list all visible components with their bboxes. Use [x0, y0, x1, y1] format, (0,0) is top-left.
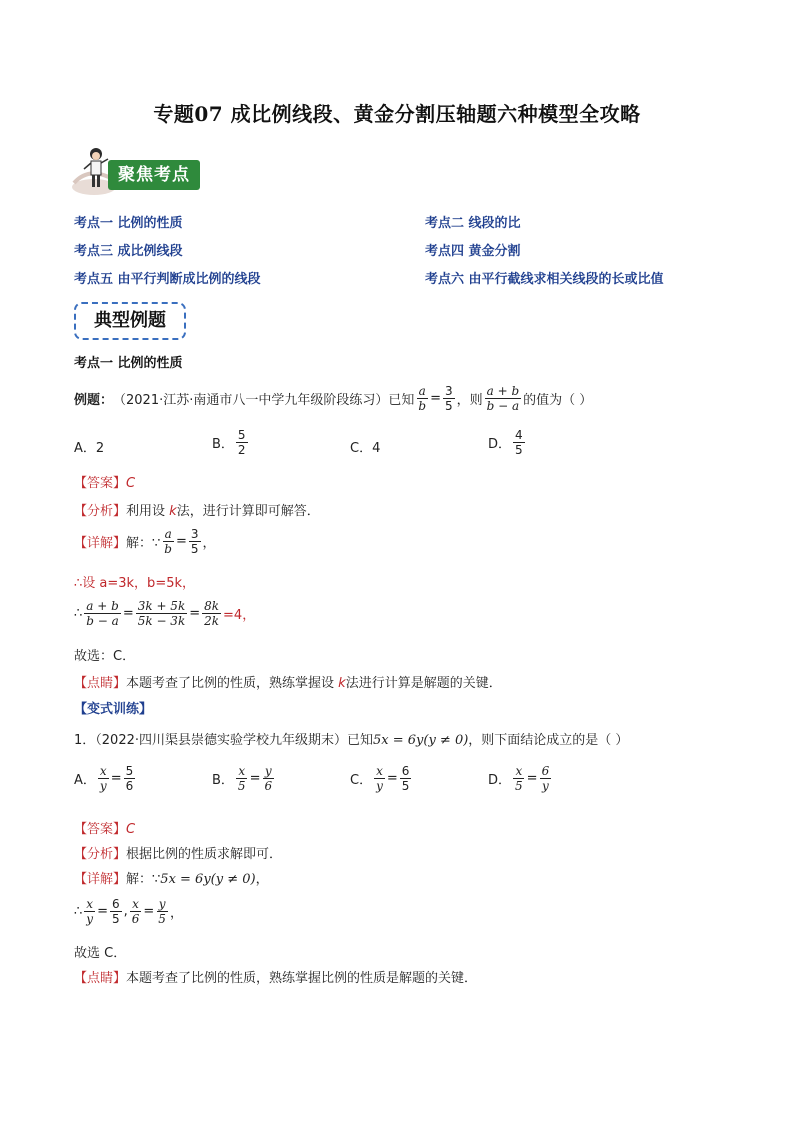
variant-therefore-line: ∴ $\frac{x}{y}$ = $\frac{6}{5}$ , $\frac{x}{6}$ = $\frac{y}{5}$ ， — [74, 897, 183, 926]
variant-question: 1．（2022·四川渠县崇德实验学校九年级期末）已知5x = 6y(y ≠ 0)，则下面结论成立的是（ ） — [74, 733, 629, 748]
kaodian-5[interactable]: 考点五 由平行判断成比例的线段 — [74, 272, 261, 287]
kaodian-4[interactable]: 考点四 黄金分割 — [425, 244, 521, 259]
kaodian-2[interactable]: 考点二 线段的比 — [425, 216, 521, 231]
focus-banner — [70, 145, 205, 197]
example-question: 例题： （2021·江苏·南通市八一中学九年级阶段练习）已知 $\frac{a}{b}$ = $\frac{3}{5}$ ，则 $\frac{a + b}{b - a}$ 的值为（ ） — [74, 384, 593, 413]
example-source: （2021·江苏·南通市八一中学九年级阶段练习）已知 — [113, 393, 415, 408]
kaodian-1[interactable]: 考点一 比例的性质 — [74, 216, 183, 231]
choose-line: 故选：C． — [74, 649, 136, 664]
option-b[interactable]: B． $\frac{5}{2}$ — [212, 428, 246, 457]
analysis-line: 【分析】利用设 k法，进行计算即可解答． — [74, 504, 320, 519]
example-label: 例题： — [74, 393, 114, 408]
variant-answer-line: 【答案】C — [74, 822, 136, 837]
set-line: ∴设 a=3k，b=5k， — [74, 576, 196, 591]
variant-detail-line: 【详解】解：∵5x = 6y(y ≠ 0)， — [74, 872, 269, 887]
banner-label: 聚焦考点 — [108, 160, 200, 190]
fraction: $\frac{a + b}{b - a}$ — [486, 384, 520, 413]
detail-line: 【详解】 解：∵ $\frac{a}{b}$ = $\frac{3}{5}$ ， — [74, 527, 216, 556]
variant-option-c[interactable]: C． $\frac{x}{y}$ = $\frac{6}{5}$ — [350, 764, 410, 793]
variant-choose-line: 故选 C． — [74, 946, 127, 961]
variant-option-b[interactable]: B． $\frac{x}{5}$ = $\frac{y}{6}$ — [212, 764, 273, 793]
variant-option-d[interactable]: D． $\frac{x}{5}$ = $\frac{6}{y}$ — [488, 764, 550, 793]
variant-label: 【变式训练】 — [74, 702, 153, 717]
answer-line: 【答案】C — [74, 476, 136, 491]
variant-analysis-line: 【分析】根据比例的性质求解即可． — [74, 847, 283, 862]
section-box: 典型例题 — [74, 302, 186, 340]
comment-line: 【点睛】本题考查了比例的性质，熟练掌握设 k法进行计算是解题的关键． — [74, 676, 502, 691]
section1-title: 考点一 比例的性质 — [74, 356, 183, 371]
variant-comment-line: 【点睛】本题考查了比例的性质，熟练掌握比例的性质是解题的关键． — [74, 971, 478, 986]
calc-line: ∴ $\frac{a + b}{b - a}$ = $\frac{3k + 5k}{5k - 3k}$ = $\frac{8k}{2k}$ =4， — [74, 599, 256, 628]
variant-option-a[interactable]: A． $\frac{x}{y}$ = $\frac{5}{6}$ — [74, 764, 134, 793]
option-d[interactable]: D． $\frac{4}{5}$ — [488, 428, 523, 457]
page-title: 专题07 成比例线段、黄金分割压轴题六种模型全攻略 — [153, 102, 641, 126]
option-a[interactable]: A．2 — [74, 441, 105, 456]
option-c[interactable]: C．4 — [350, 441, 381, 456]
fraction: $\frac{3}{5}$ — [444, 384, 453, 413]
kaodian-6[interactable]: 考点六 由平行截线求相关线段的长或比值 — [425, 272, 664, 287]
fraction: $\frac{a}{b}$ — [418, 384, 427, 413]
kaodian-3[interactable]: 考点三 成比例线段 — [74, 244, 183, 259]
